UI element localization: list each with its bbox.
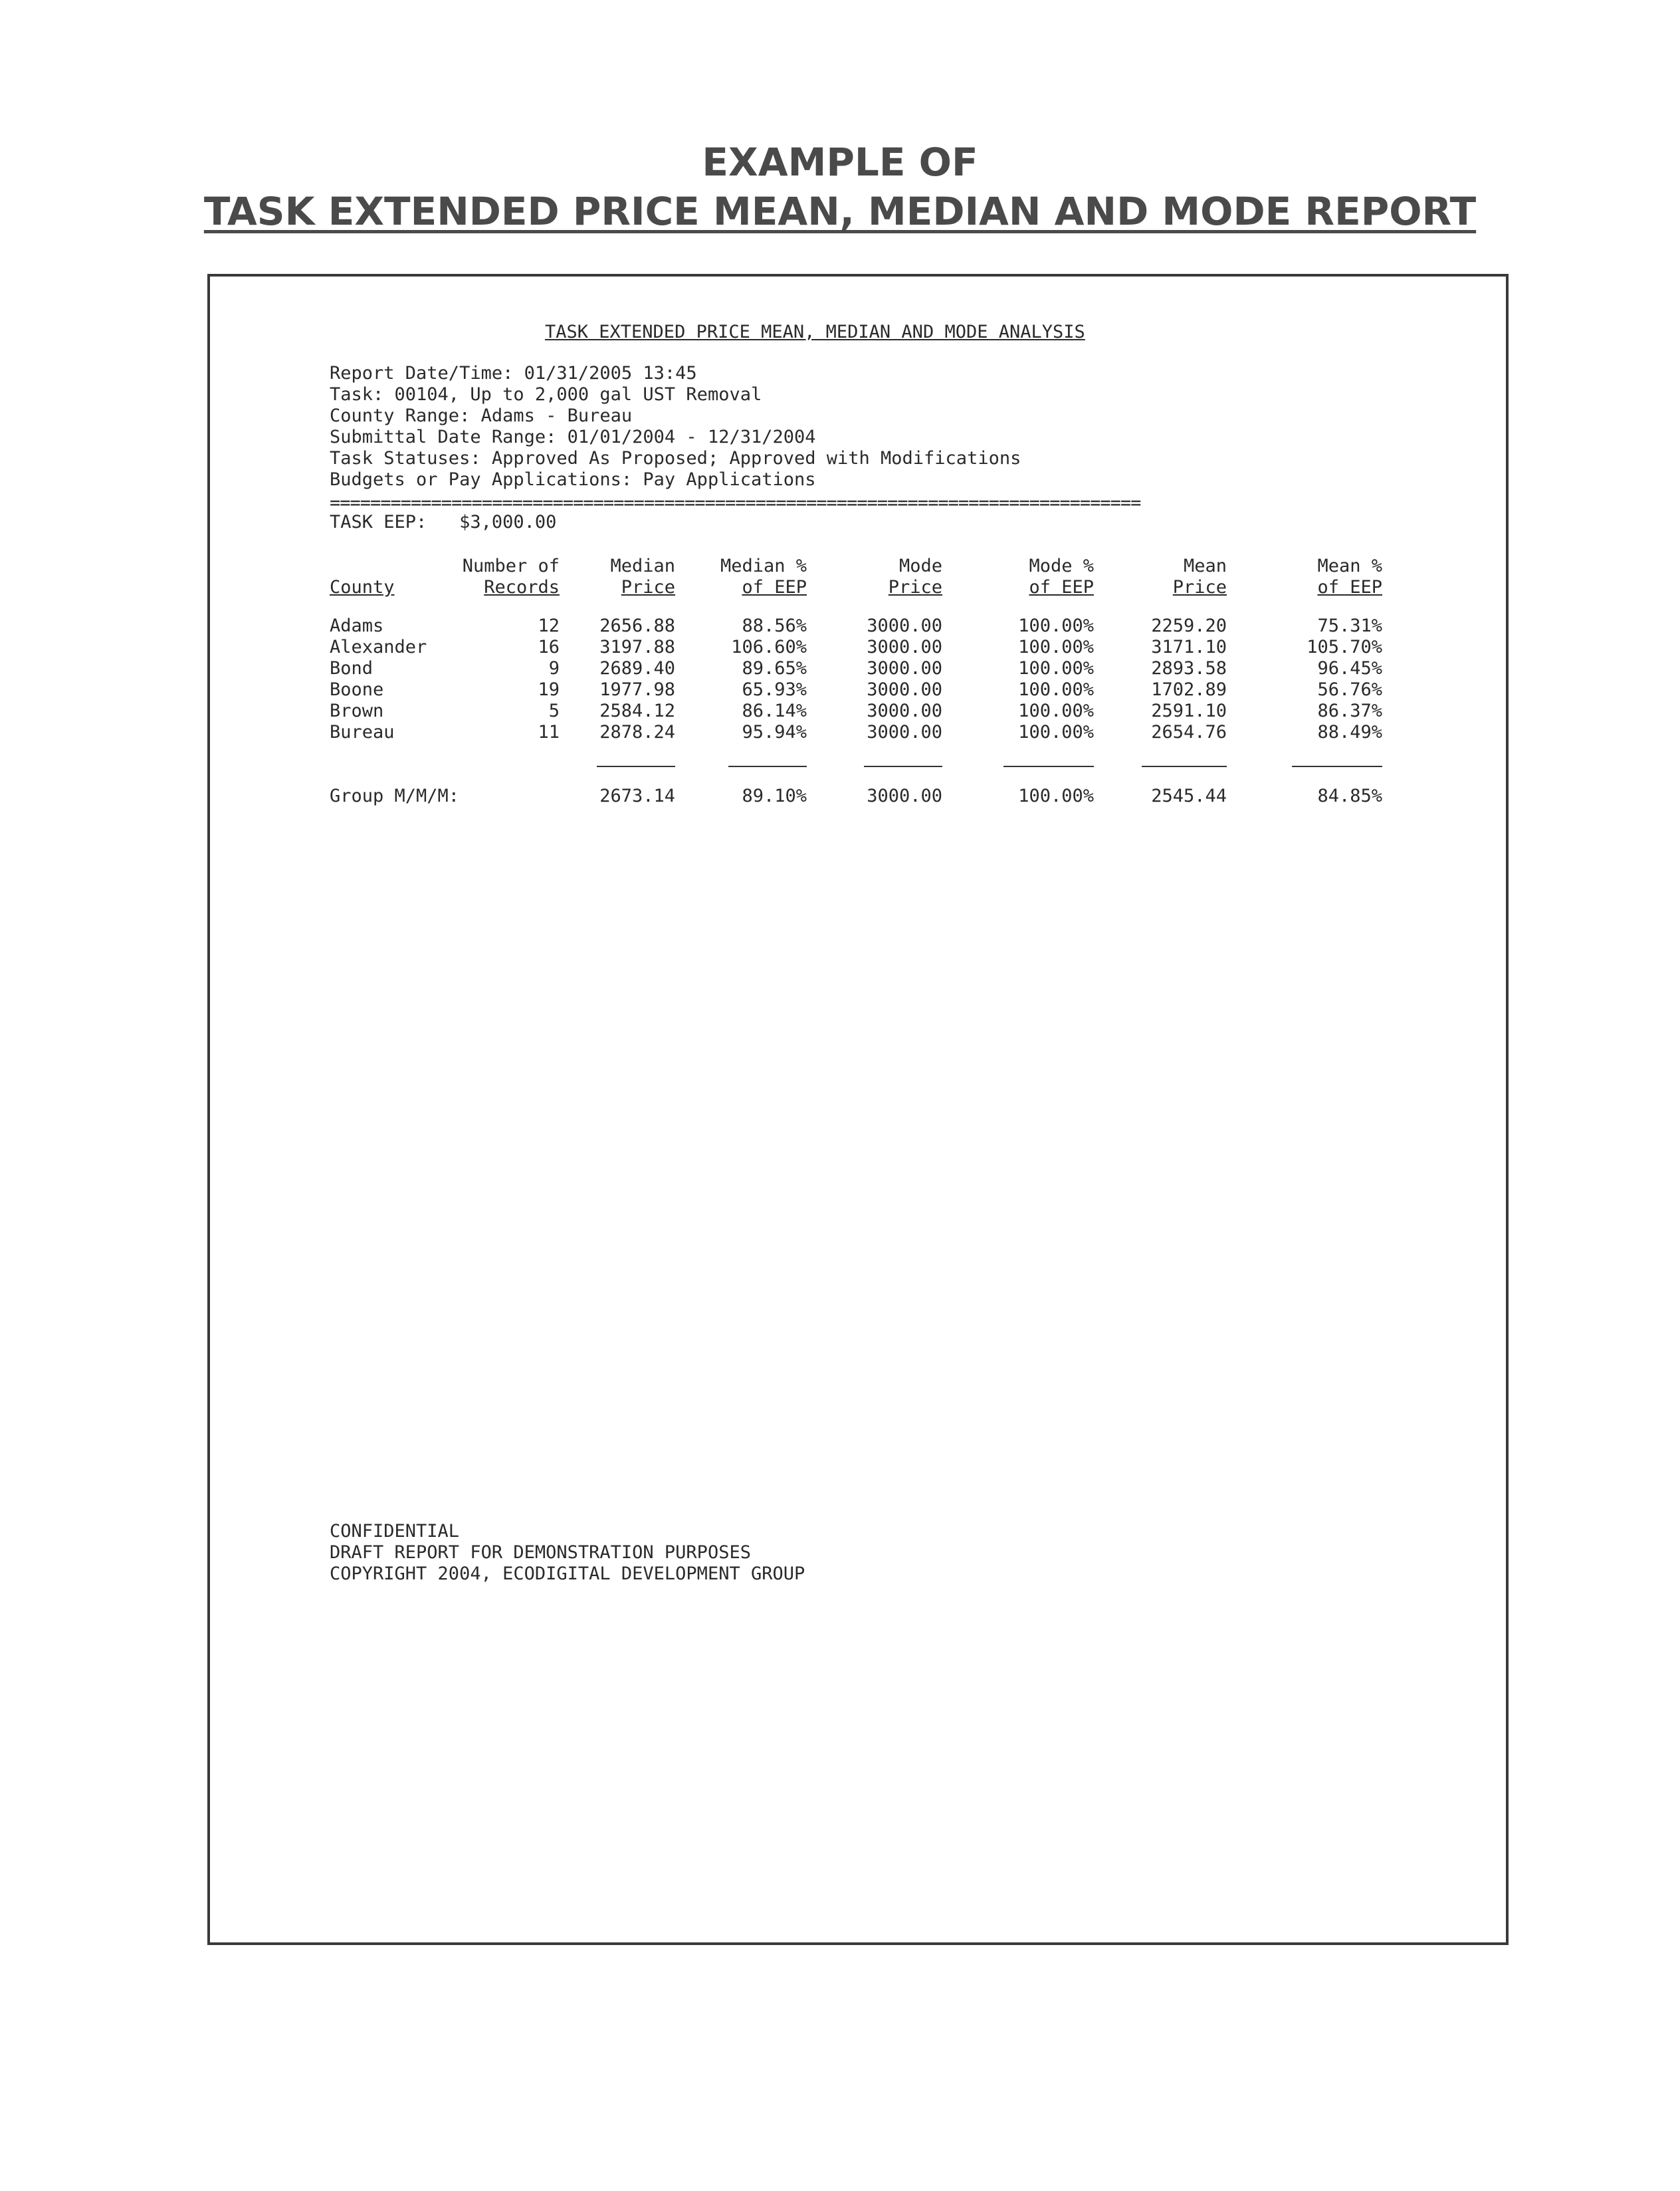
cell-county: Alexander <box>330 637 427 657</box>
task-eep-label: TASK EEP: <box>330 512 427 532</box>
cell-county: Adams <box>330 616 384 636</box>
meta-county-range: County Range: Adams - Bureau <box>330 405 633 426</box>
total-rule-median-price <box>597 766 675 767</box>
task-eep <box>330 512 556 532</box>
cell-median-price: 2656.88 <box>599 616 675 636</box>
group-mode-pct: 100.00% <box>1018 786 1094 806</box>
cell-mean-price: 2591.10 <box>1151 701 1227 721</box>
total-rule-mode-price <box>864 766 942 767</box>
cell-median-pct: 88.56% <box>742 616 807 636</box>
total-rule-median-pct <box>728 766 807 767</box>
cell-mean-price: 2259.20 <box>1151 616 1227 636</box>
col-header-median-price: Price <box>621 577 675 598</box>
cell-median-price: 2689.40 <box>599 658 675 679</box>
cell-mode-pct: 100.00% <box>1018 658 1094 679</box>
cell-mode-price: 3000.00 <box>867 701 942 721</box>
col-header-mean-price: Price <box>1172 577 1227 598</box>
cell-median-pct: 86.14% <box>742 701 807 721</box>
col-header-mode-price: Price <box>888 577 942 598</box>
cell-mean-pct: 86.37% <box>1317 701 1382 721</box>
col-header-records-top: Number of <box>462 556 560 576</box>
cell-county: Brown <box>330 701 384 721</box>
heading-line-2: TASK EXTENDED PRICE MEAN, MEDIAN AND MODE REPORT <box>203 189 1477 234</box>
cell-median-pct: 65.93% <box>742 679 807 700</box>
footer-confidential: CONFIDENTIAL <box>330 1521 460 1542</box>
cell-median-pct: 89.65% <box>742 658 807 679</box>
cell-mean-pct: 105.70% <box>1307 637 1382 657</box>
cell-mean-pct: 56.76% <box>1317 679 1382 700</box>
col-header-mean-price-top: Mean <box>1183 556 1227 576</box>
group-mean-pct: 84.85% <box>1317 786 1382 806</box>
cell-county: Bond <box>330 658 373 679</box>
cell-records: 9 <box>548 658 560 679</box>
group-mean-price: 2545.44 <box>1151 786 1227 806</box>
col-header-median-price-top: Median <box>610 556 675 576</box>
cell-mode-price: 3000.00 <box>867 616 942 636</box>
cell-records: 16 <box>538 637 560 657</box>
cell-mode-pct: 100.00% <box>1018 679 1094 700</box>
task-eep-value: $3,000.00 <box>459 512 557 532</box>
cell-median-price: 1977.98 <box>599 679 675 700</box>
cell-median-price: 3197.88 <box>599 637 675 657</box>
cell-mode-pct: 100.00% <box>1018 722 1094 743</box>
separator-line: ================================================================================ <box>330 493 1141 513</box>
cell-mode-price: 3000.00 <box>867 637 942 657</box>
total-rule-mean-pct <box>1292 766 1382 767</box>
meta-budgets: Budgets or Pay Applications: Pay Applications <box>330 469 816 490</box>
cell-mean-pct: 88.49% <box>1317 722 1382 743</box>
cell-mode-pct: 100.00% <box>1018 616 1094 636</box>
col-header-records: Records <box>484 577 560 598</box>
group-mode-price: 3000.00 <box>867 786 942 806</box>
cell-mean-pct: 96.45% <box>1317 658 1382 679</box>
col-header-median-pct: of EEP <box>742 577 807 598</box>
report-title: TASK EXTENDED PRICE MEAN, MEDIAN AND MODE ANALYSIS <box>545 322 1085 342</box>
group-median-price: 2673.14 <box>599 786 675 806</box>
total-rule-mode-pct <box>1003 766 1094 767</box>
meta-report-datetime: Report Date/Time: 01/31/2005 13:45 <box>330 363 697 384</box>
cell-mean-price: 1702.89 <box>1151 679 1227 700</box>
meta-task: Task: 00104, Up to 2,000 gal UST Removal <box>330 384 762 405</box>
cell-mode-price: 3000.00 <box>867 679 942 700</box>
cell-mode-pct: 100.00% <box>1018 701 1094 721</box>
heading-line-1: EXAMPLE OF <box>702 140 978 185</box>
cell-mode-price: 3000.00 <box>867 722 942 743</box>
col-header-county: County <box>330 577 395 598</box>
meta-submittal-range: Submittal Date Range: 01/01/2004 - 12/31/2004 <box>330 427 816 447</box>
col-header-mode-pct-top: Mode % <box>1029 556 1094 576</box>
footer-copyright: COPYRIGHT 2004, ECODIGITAL DEVELOPMENT GROUP <box>330 1563 805 1584</box>
cell-county: Bureau <box>330 722 395 743</box>
cell-median-pct: 95.94% <box>742 722 807 743</box>
cell-mode-price: 3000.00 <box>867 658 942 679</box>
cell-mean-price: 2654.76 <box>1151 722 1227 743</box>
group-median-pct: 89.10% <box>742 786 807 806</box>
cell-mean-price: 2893.58 <box>1151 658 1227 679</box>
cell-mode-pct: 100.00% <box>1018 637 1094 657</box>
cell-mean-price: 3171.10 <box>1151 637 1227 657</box>
col-header-mode-pct: of EEP <box>1029 577 1094 598</box>
meta-task-statuses: Task Statuses: Approved As Proposed; Approved with Modifications <box>330 448 1021 469</box>
cell-records: 12 <box>538 616 560 636</box>
col-header-mean-pct: of EEP <box>1317 577 1382 598</box>
cell-county: Boone <box>330 679 384 700</box>
cell-median-price: 2584.12 <box>599 701 675 721</box>
total-rule-mean-price <box>1142 766 1227 767</box>
cell-records: 11 <box>538 722 560 743</box>
cell-median-price: 2878.24 <box>599 722 675 743</box>
cell-records: 5 <box>548 701 560 721</box>
col-header-mode-price-top: Mode <box>898 556 942 576</box>
cell-mean-pct: 75.31% <box>1317 616 1382 636</box>
col-header-median-pct-top: Median % <box>720 556 807 576</box>
group-label: Group M/M/M: <box>330 786 460 806</box>
cell-median-pct: 106.60% <box>731 637 807 657</box>
col-header-mean-pct-top: Mean % <box>1317 556 1382 576</box>
footer-draft: DRAFT REPORT FOR DEMONSTRATION PURPOSES <box>330 1542 751 1563</box>
cell-records: 19 <box>538 679 560 700</box>
